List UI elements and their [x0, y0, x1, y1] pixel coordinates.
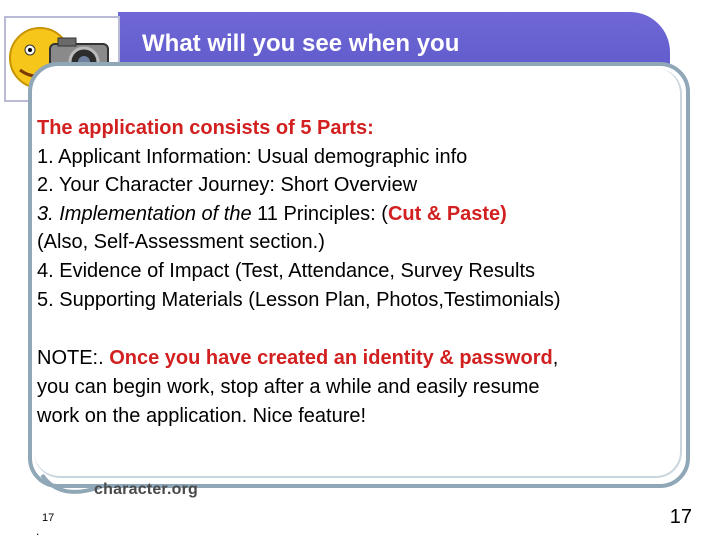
list-item-text: 11 Principles: (	[251, 202, 388, 225]
list-item-continuation: (Also, Self-Assessment section.)	[37, 231, 325, 254]
list-item-highlight: Cut & Paste)	[387, 202, 507, 225]
note-line: you can begin work, stop after a while and easily resume	[37, 376, 540, 398]
list-item: 5. Supporting Materials (Lesson Plan, Photos,Testimonials)	[37, 288, 561, 311]
note-paragraph	[37, 344, 697, 431]
note-prefix: NOTE:.	[37, 347, 110, 369]
footer-dot: .	[36, 524, 40, 538]
page-number: 17	[669, 506, 692, 528]
note-highlight: Once you have created an identity & password	[109, 347, 553, 369]
list-item: 2. Your Character Journey: Short Overview	[37, 174, 418, 197]
body-text	[37, 114, 697, 314]
intro-line: The application consists of 5 Parts:	[37, 117, 374, 139]
note-line: work on the application. Nice feature!	[37, 405, 367, 427]
slide-title-line-1: What will you see when you	[142, 30, 460, 57]
brand-logo-text: character.org	[94, 481, 198, 498]
small-slide-number: 17	[42, 512, 55, 524]
list-item: 4. Evidence of Impact (Test, Attendance, Survey Results	[37, 259, 536, 282]
note-comma: ,	[552, 347, 559, 369]
list-item	[37, 200, 697, 229]
list-item: 1. Applicant Information: Usual demographic info	[37, 145, 468, 168]
list-item-italic: 3. Implementation of the	[37, 202, 252, 225]
